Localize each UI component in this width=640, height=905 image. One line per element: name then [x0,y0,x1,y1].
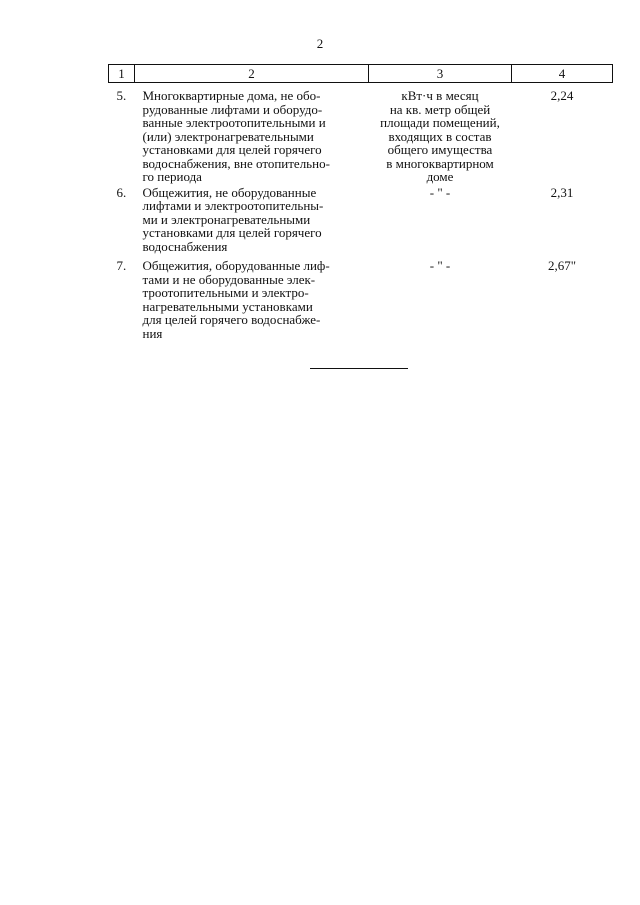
column-header-4: 4 [512,65,613,83]
unit-cell [369,83,512,184]
category-line: го периода [142,169,202,184]
column-header-1: 1 [109,65,135,83]
column-header-2: 2 [135,65,369,83]
page-number: 2 [316,36,324,51]
category-line: ванные электроотопительными и [142,115,326,130]
category-line: водоснабжения, вне отопительно- [142,155,330,171]
category-cell [135,184,369,254]
category-cell [135,253,369,340]
category-line: троотопительными и электро- [142,285,309,300]
table-row [109,253,613,340]
table-header-row [109,65,613,83]
unit-line: кВт·ч в месяц [401,88,479,103]
category-line: тами и не оборудованные элек- [142,271,316,287]
category-line: (или) электронагревательными [142,128,314,144]
unit-line: на кв. метр общей [389,101,491,117]
value-cell: 2,31 [550,184,574,200]
unit-line: доме [426,169,454,184]
unit-cell [369,253,512,340]
category-line: установками для целей горячего [142,142,322,157]
unit-line: - " - [429,184,451,200]
unit-cell [369,184,512,254]
category-line: нагревательными установками [142,298,313,314]
category-line: ми и электронагревательными [142,211,311,227]
unit-line: - " - [429,258,451,273]
category-line: для целей горячего водоснабже- [142,312,321,327]
row-number: 7. [116,258,127,273]
value-cell: 2,24 [550,88,574,103]
category-line: ния [142,325,163,341]
tariff-table [108,64,613,340]
row-number: 5. [116,88,127,103]
value-cell: 2,67" [547,258,577,273]
row-number: 6. [116,184,127,200]
unit-line: общего имущества [387,142,493,157]
table-row [109,184,613,254]
unit-line: площади помещений, [380,115,500,130]
category-line: лифтами и электроотопительны- [142,198,324,213]
unit-line: в многоквартирном [386,155,494,171]
unit-line: входящих в состав [388,128,492,144]
category-line: рудованные лифтами и оборудо- [142,101,323,117]
footnote-separator [310,368,408,369]
category-line: водоснабжения [142,238,228,254]
category-cell [135,83,369,184]
table-row [109,83,613,184]
category-line: Многоквартирные дома, не обо- [142,88,321,103]
category-line: установками для целей горячего [142,225,322,240]
column-header-3: 3 [369,65,512,83]
category-line: Общежития, не оборудованные [142,184,317,200]
category-line: Общежития, оборудованные лиф- [142,258,330,273]
